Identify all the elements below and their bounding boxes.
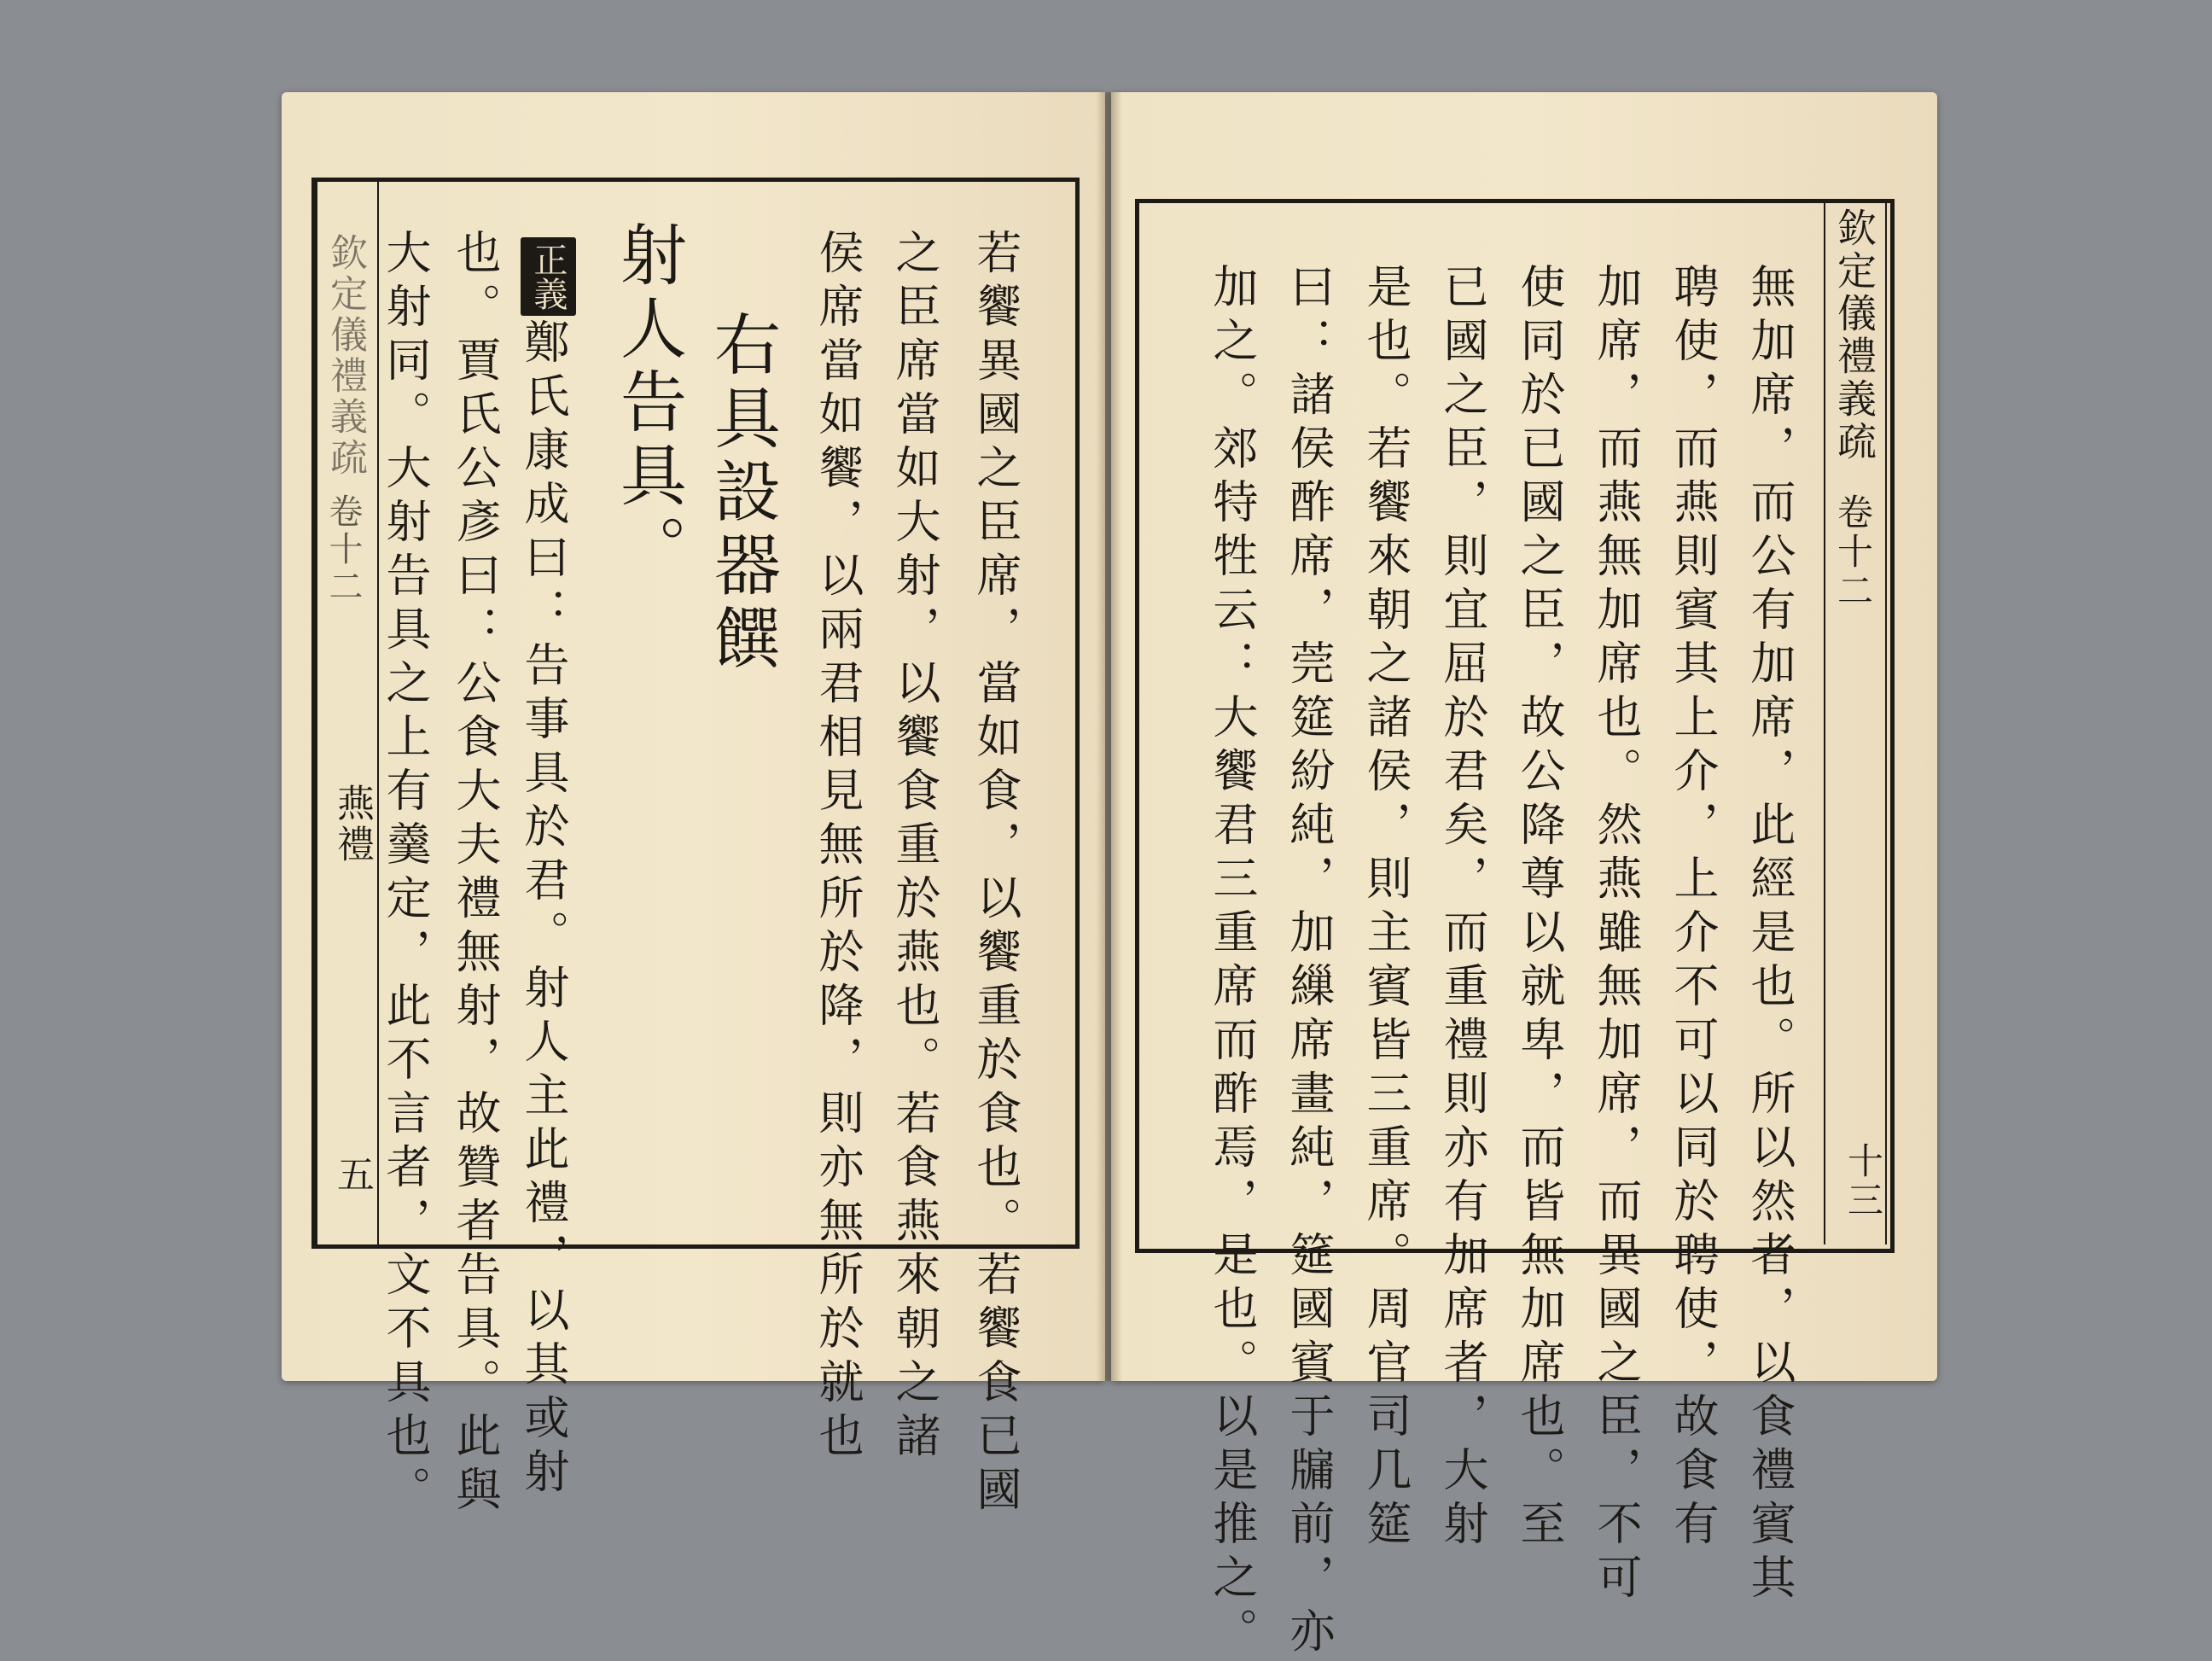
right-margin-page-number: 十三 (1842, 1142, 1884, 1221)
book-gutter (1097, 92, 1122, 1381)
left-page (282, 92, 1105, 1519)
right-page (1111, 92, 1937, 1661)
main-text-line: 射人告具。 (609, 220, 686, 587)
right-column-5: 已國之臣，則宜屈於君矣，而重禮則亦有加席者，大射 (1436, 263, 1488, 1553)
right-column-4: 使同於已國之臣，故公降尊以就卑，而皆無加席也。至 (1513, 263, 1565, 1553)
left-column-7: 也。賈氏公彥曰：公食大夫禮無射，故贊者告具。此與 (449, 229, 501, 1519)
right-margin-title: 欽定儀禮義疏 (1831, 207, 1877, 463)
left-column-3: 侯席當如饗，以兩君相見無所於降，則亦無所於就也 (812, 229, 864, 1466)
left-margin-volume: 卷十二 (323, 493, 363, 606)
right-margin-volume: 卷十二 (1832, 493, 1874, 611)
left-column-2: 之臣席當如大射，以饗食重於燕也。若食燕來朝之諸 (888, 229, 940, 1466)
left-column-6: 鄭氏康成曰：告事具於君。射人主此禮，以其或射 (517, 318, 569, 1501)
open-book (282, 92, 1937, 1661)
right-column-6: 是也。若饗來朝之諸侯，則主賓皆三重席。周官司几筵 (1359, 263, 1412, 1553)
left-margin-title: 欽定儀禮義疏 (323, 233, 367, 479)
left-margin-chapter: 燕禮 (330, 784, 374, 865)
zhengyi-label: 正義 (521, 237, 576, 316)
right-column-8: 加之。郊特牲云：大饗君三重席而酢焉，是也。以是推之。 (1206, 263, 1258, 1661)
left-column-8: 大射同。大射告具之上有羹定，此不言者，文不具也。 (379, 229, 431, 1519)
right-column-1: 無加席，而公有加席，此經是也。所以然者，以食禮賓其 (1743, 263, 1796, 1607)
section-heading: 右具設器饌 (703, 310, 780, 677)
left-margin-page-number: 五 (330, 1155, 374, 1192)
right-column-2: 聘使，而燕則賓其上介，上介不可以同於聘使，故食有 (1667, 263, 1719, 1553)
left-column-1: 若饗異國之臣席，當如食，以饗重於食也。若饗食已國 (969, 229, 1022, 1519)
right-column-3: 加席，而燕無加席也。然燕雖無加席，而異國之臣，不可 (1590, 263, 1642, 1607)
right-column-7: 曰：諸侯酢席，莞筵紛純，加繅席畫純，筵國賓于牖前，亦 (1283, 263, 1335, 1661)
